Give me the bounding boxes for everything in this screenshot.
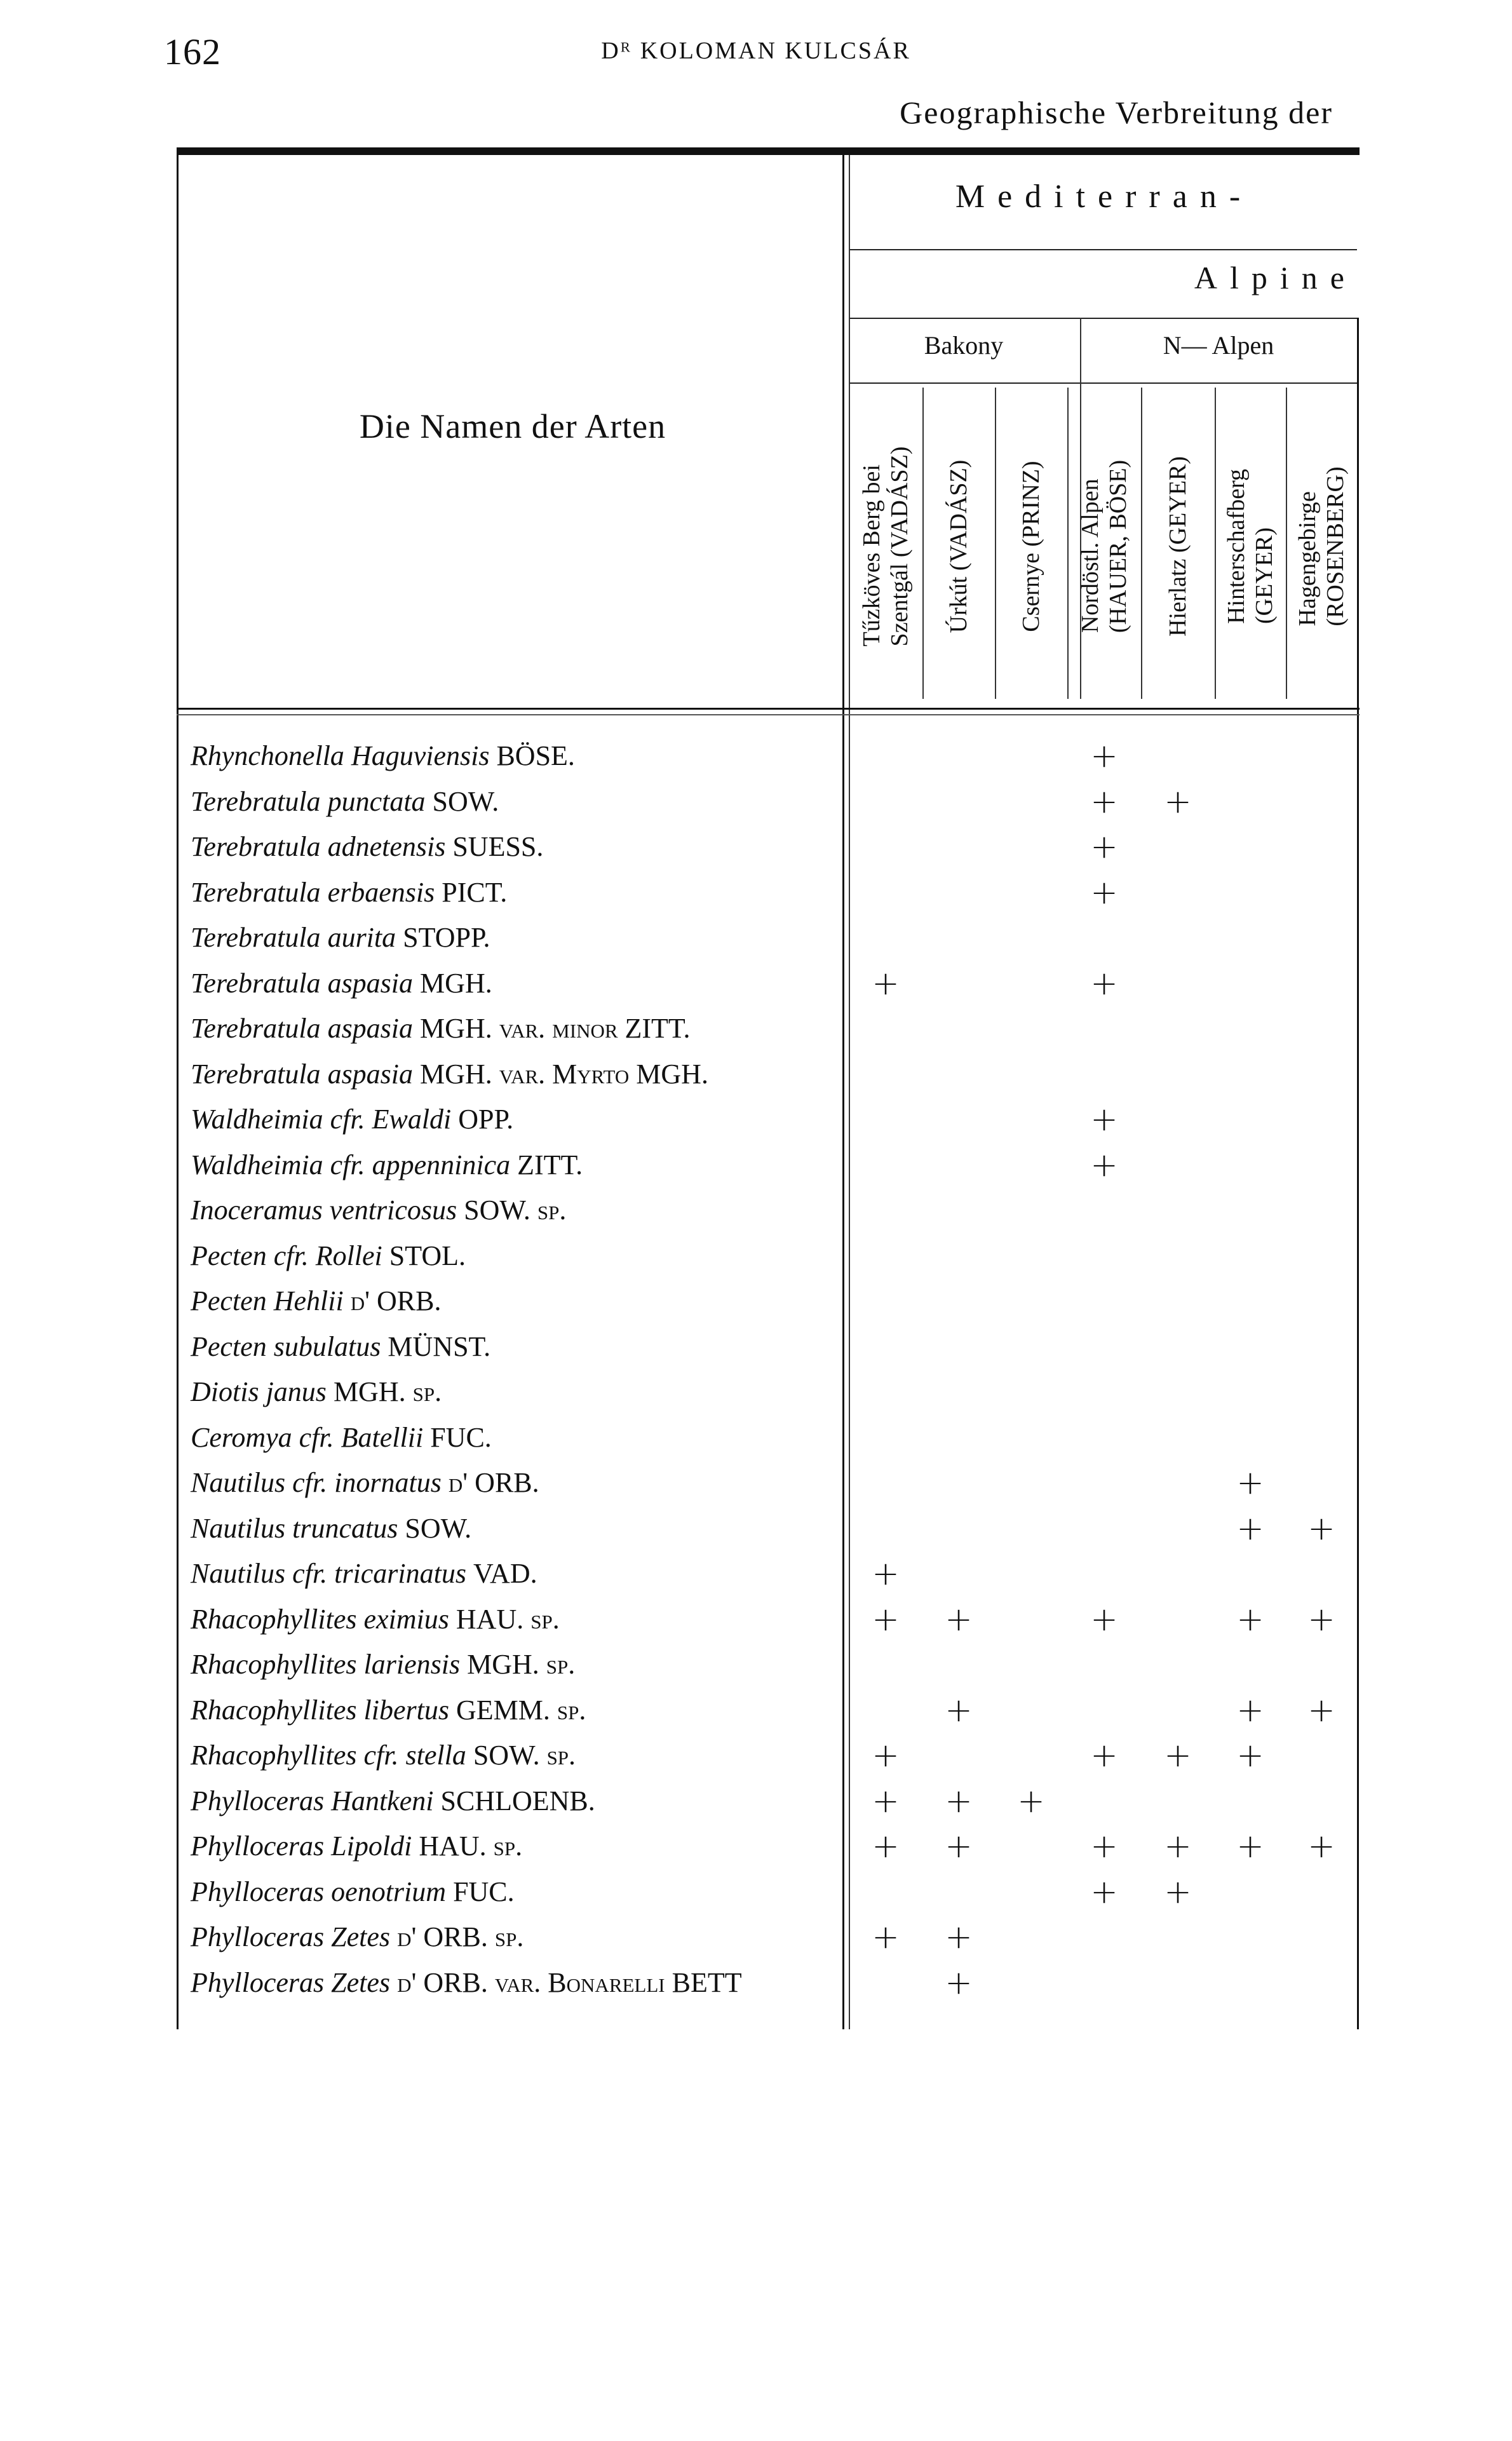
species-row [191,1691,845,1729]
occurrence-mark: + [945,1691,973,1729]
species-row [191,1918,845,1956]
genus-name: Pecten [191,1240,267,1271]
species-author: OPP. [458,1104,514,1135]
species-row [191,1782,845,1820]
header-divider [849,382,1357,384]
occurrence-mark: + [1164,1827,1192,1865]
occurrence-mark: + [945,1918,973,1956]
column-header-text [858,447,914,647]
column-header-3 [995,407,1067,686]
genus-name: Phylloceras [191,1785,325,1816]
column-header-line: (ROSENBERG) [1322,466,1349,626]
species-name: libertus [363,1694,449,1726]
species-author: ZITT. [517,1149,583,1180]
group-header-alpen: N— Alpen [1163,331,1274,360]
occurrence-mark: + [1017,1782,1045,1820]
running-title: Geographische Verbreitung der [900,95,1333,130]
occurrence-mark: + [872,1918,900,1956]
species-author: SOW. sp. [464,1194,567,1226]
species-name: lariensis [363,1649,461,1680]
genus-name: Ceromya [191,1421,292,1453]
column-header-text [1076,460,1132,633]
column-rule [1215,388,1216,699]
species-author: SOW. [432,785,499,817]
species-row [191,1282,845,1320]
species-row [191,737,845,775]
genus-name: Phylloceras [191,1966,325,1998]
occurrence-mark: + [1090,1100,1118,1139]
genus-name: Terebratula [191,831,321,862]
genus-name: Rhynchonella [191,740,344,771]
species-author: d' ORB. var. Bonarelli BETT [397,1966,742,1998]
genus-name: Terebratula [191,1058,321,1090]
species-name: Lipoldi [331,1830,412,1862]
species-row [191,1736,845,1775]
occurrence-mark: + [1090,782,1118,821]
column-header-4 [1067,407,1141,686]
species-name: punctata [327,785,426,817]
species-row [191,1419,845,1457]
genus-name: Phylloceras [191,1830,325,1862]
species-name: cfr. Batellii [299,1421,424,1453]
species-row [191,1510,845,1548]
occurrence-mark: + [1307,1509,1335,1548]
species-name: Haguviensis [351,740,490,771]
names-column-header: Die Namen der Arten [359,407,666,445]
genus-name: Terebratula [191,967,321,999]
species-row [191,874,845,912]
page-number: 162 [164,31,221,72]
occurrence-mark: + [1307,1600,1335,1639]
column-header-line: Csernye (PRINZ) [1018,461,1044,632]
occurrence-mark: + [1236,1509,1264,1548]
column-header-2 [922,407,995,686]
occurrence-mark: + [872,1827,900,1865]
occurrence-mark: + [1164,1736,1192,1775]
species-author: d' ORB. [448,1467,539,1498]
column-header-6 [1215,407,1286,686]
species-name: eximius [363,1603,449,1635]
species-author: HAU. sp. [419,1830,523,1862]
occurrence-mark: + [872,1736,900,1775]
occurrence-mark: + [1090,1146,1118,1184]
column-rule [922,388,924,699]
occurrence-mark: + [1236,1827,1264,1865]
occurrence-mark: + [1090,828,1118,866]
species-name: oenotrium [331,1876,447,1907]
species-row [191,1827,845,1865]
genus-name: Terebratula [191,1013,321,1044]
genus-name: Terebratula [191,785,321,817]
occurrence-mark: + [1090,964,1118,1003]
species-row [191,1237,845,1275]
species-author: MGH. [420,967,492,999]
occurrence-mark: + [872,964,900,1003]
genus-name: Phylloceras [191,1876,325,1907]
species-row [191,1100,845,1139]
species-author: BÖSE. [496,740,575,771]
genus-name: Waldheimia [191,1104,323,1135]
genus-name: Terebratula [191,922,321,953]
genus-name: Rhacophyllites [191,1740,357,1771]
species-name: truncatus [292,1512,398,1544]
occurrence-mark: + [1090,1872,1118,1911]
column-header-text [1017,461,1045,632]
column-header-line: Hinterschafberg [1223,468,1250,625]
species-author: STOPP. [403,922,490,953]
species-name: Hantkeni [331,1785,434,1816]
genus-name: Phylloceras [191,1921,325,1952]
species-name: aspasia [327,1058,414,1090]
species-row [191,1055,845,1093]
column-header-line: Úrkút (VADÁSZ) [945,459,972,633]
species-row [191,1191,845,1229]
species-author: PICT. [442,876,508,908]
species-author: STOL. [389,1240,466,1271]
species-author: FUC. [453,1876,515,1907]
species-author: VAD. [473,1558,537,1589]
column-header-line: Szentgál (VADÁSZ) [886,446,913,647]
species-row [191,1873,845,1911]
genus-name: Nautilus [191,1558,286,1589]
column-header-line: Hierlatz (GEYER) [1164,456,1191,637]
column-header-text [945,460,973,633]
genus-name: Inoceramus [191,1194,323,1226]
occurrence-mark: + [945,1963,973,2002]
species-author: HAU. sp. [456,1603,560,1635]
occurrence-mark: + [872,1555,900,1593]
species-row [191,1646,845,1684]
header-divider [849,318,1357,319]
header-bottom-rule [177,708,1360,710]
genus-name: Rhacophyllites [191,1603,357,1635]
column-rule [995,388,996,699]
occurrence-mark: + [945,1782,973,1820]
species-author: FUC. [430,1421,492,1453]
column-rule [1067,388,1069,699]
column-header-line: (GEYER) [1251,527,1278,625]
species-name: cfr. Rollei [273,1240,382,1271]
occurrence-mark: + [1090,873,1118,912]
column-header-line: Nordöstl. Alpen [1077,478,1104,633]
species-name: cfr. stella [363,1740,466,1771]
table-right-rule [1357,318,1359,2029]
header-bottom-rule [177,714,1360,715]
species-name: janus [266,1376,327,1407]
species-author: MGH. sp. [467,1649,576,1680]
species-author: MGH. var. minor ZITT. [420,1013,691,1044]
genus-name: Rhacophyllites [191,1649,357,1680]
column-header-line: Hagengebirge [1294,491,1321,626]
header-divider [849,249,1357,250]
occurrence-mark: + [1164,1872,1192,1911]
occurrence-mark: + [1307,1827,1335,1865]
occurrence-mark: + [872,1782,900,1820]
column-header-1 [849,407,922,686]
occurrence-mark: + [945,1827,973,1865]
species-name: Zetes [331,1921,391,1952]
species-name: Zetes [331,1966,391,1998]
occurrence-mark: + [945,1600,973,1639]
species-name: aspasia [327,1013,414,1044]
species-name: cfr. inornatus [292,1467,442,1498]
species-row [191,1146,845,1184]
region-header: Mediterran- [955,179,1253,215]
species-row [191,919,845,957]
species-author: SUESS. [452,831,544,862]
species-author: MGH. sp. [333,1376,442,1407]
column-header-text [1293,466,1349,626]
species-name: cfr. tricarinatus [292,1558,466,1589]
species-row [191,1555,845,1593]
species-name: ventricosus [329,1194,457,1226]
species-row [191,1600,845,1639]
occurrence-mark: + [872,1600,900,1639]
column-header-text [1164,456,1192,637]
column-header-line: Tűzköves Berg bei [858,464,885,647]
genus-name: Diotis [191,1376,259,1407]
species-name: adnetensis [327,831,446,862]
species-author: MÜNST. [388,1330,491,1362]
species-row [191,1010,845,1048]
species-row [191,1328,845,1366]
column-rule [1286,388,1287,699]
occurrence-mark: + [1090,737,1118,775]
occurrence-mark: + [1236,1736,1264,1775]
occurrence-mark: + [1090,1736,1118,1775]
occurrence-mark: + [1307,1691,1335,1729]
species-name: aurita [327,922,396,953]
species-name: cfr. appenninica [330,1149,511,1180]
running-author: Dᴿ KOLOMAN KULCSÁR [601,37,911,64]
occurrence-mark: + [1236,1691,1264,1729]
column-header-line: (HAUER, BÖSE) [1105,459,1131,633]
column-header-7 [1286,407,1357,686]
genus-name: Nautilus [191,1467,286,1498]
occurrence-mark: + [1090,1600,1118,1639]
genus-name: Waldheimia [191,1149,323,1180]
species-name: Hehlii [273,1285,344,1316]
species-name: aspasia [327,967,414,999]
table-left-rule [177,155,179,2029]
occurrence-mark: + [1236,1464,1264,1502]
occurrence-mark: + [1164,782,1192,821]
species-row [191,1464,845,1502]
genus-name: Pecten [191,1285,267,1316]
species-row [191,828,845,866]
column-header-text [1222,469,1278,624]
species-name: erbaensis [327,876,435,908]
species-name: cfr. Ewaldi [330,1104,452,1135]
genus-name: Nautilus [191,1512,286,1544]
species-author: d' ORB. sp. [397,1921,524,1952]
occurrence-mark: + [1090,1827,1118,1865]
species-row [191,1373,845,1411]
group-header-bakony: Bakony [924,331,1004,360]
species-author: SOW. [405,1512,472,1544]
species-author: d' ORB. [350,1285,442,1316]
species-name: subulatus [273,1330,381,1362]
species-author: GEMM. sp. [456,1694,586,1726]
species-row [191,783,845,821]
species-row [191,1964,845,2002]
subregion-header: Alpine [1194,260,1357,295]
column-rule [1141,388,1142,699]
species-row [191,964,845,1003]
column-header-5 [1141,407,1215,686]
genus-name: Rhacophyllites [191,1694,357,1726]
genus-name: Pecten [191,1330,267,1362]
species-author: SOW. sp. [473,1740,576,1771]
occurrence-mark: + [1236,1600,1264,1639]
genus-name: Terebratula [191,876,321,908]
species-author: SCHLOENB. [440,1785,595,1816]
table-top-rule [177,147,1360,155]
species-author: MGH. var. Myrto MGH. [420,1058,708,1090]
